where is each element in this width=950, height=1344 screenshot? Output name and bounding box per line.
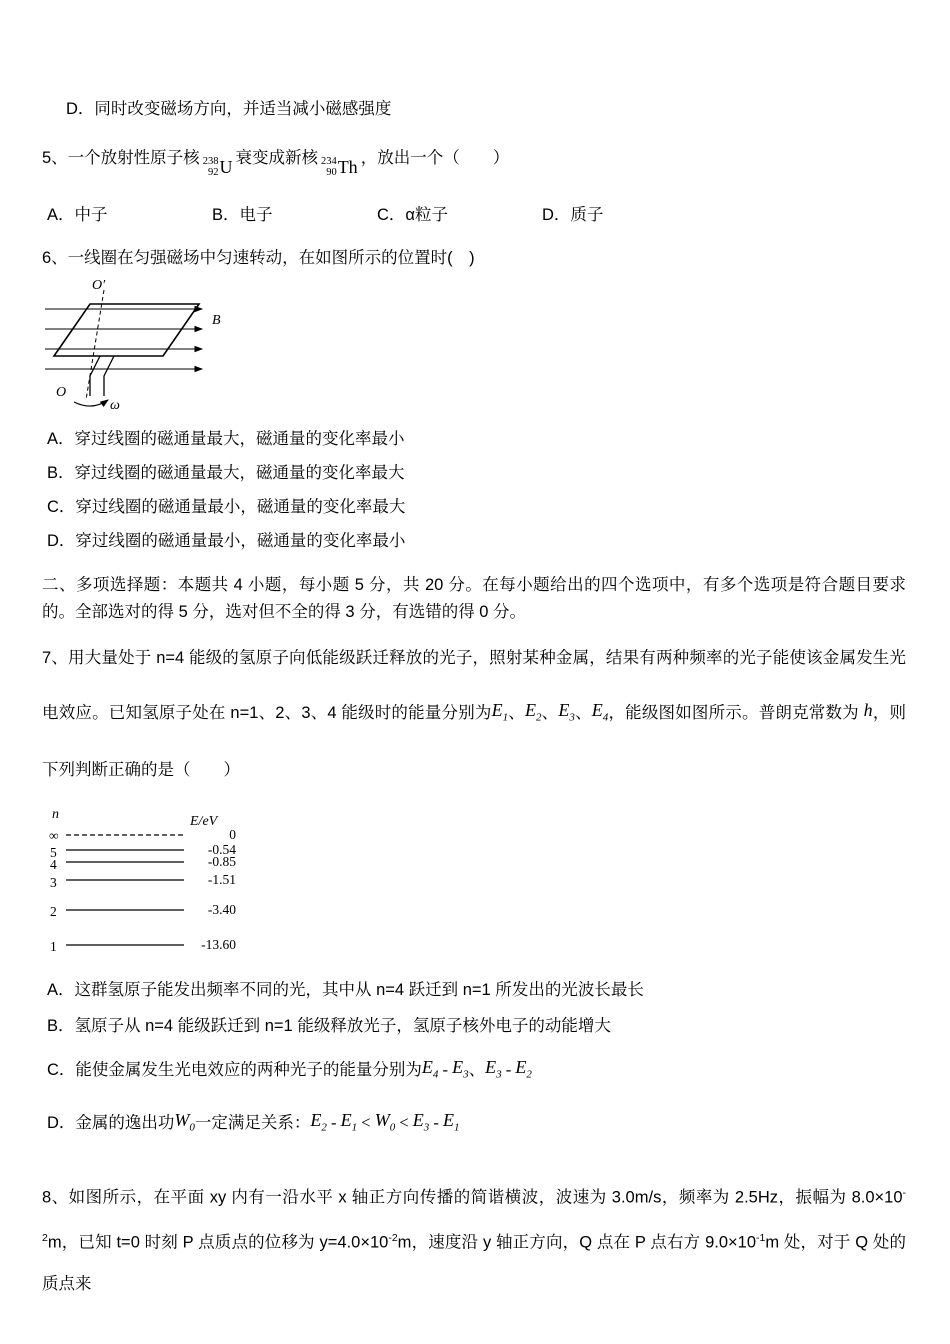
level-e-5: -0.54 <box>207 841 236 857</box>
math-minus: - <box>438 1059 453 1079</box>
q8-exponent-1: -2 <box>42 1186 906 1245</box>
math-E3: $E_3$ <box>452 1056 469 1081</box>
math-E4: $E_4$ <box>591 700 609 724</box>
coil-leads <box>90 356 114 396</box>
math-E3: $E_3$ <box>558 700 575 724</box>
nuclide-thorium-234 <box>321 156 358 178</box>
axis-n-label: n <box>52 806 59 822</box>
energy-level-diagram <box>44 804 906 966</box>
atomic-number: 90 <box>326 167 337 178</box>
atomic-number: 92 <box>207 167 219 178</box>
math-E3: $E_3$ <box>485 1056 502 1081</box>
q8-seg1: 8、如图所示，在平面 xy 内有一沿水平 x 轴正方向传播的简谐横波，波速为 3.0m/s，频率为 2.5Hz，振幅为 8.0×10 <box>42 1188 903 1207</box>
axis-e-label: E/eV <box>190 813 218 829</box>
q6-options <box>42 422 906 558</box>
math-E3: $E_3$ <box>412 1110 430 1134</box>
q8-text <box>42 1173 906 1305</box>
q5-text <box>42 143 906 178</box>
level-n-3: 3 <box>50 874 57 890</box>
level-n-1: 1 <box>50 938 57 954</box>
math-E2: $E_2$ <box>310 1110 327 1134</box>
q7-option-a: A．这群氢原子能发出频率不同的光，其中从 n=4 跃迁到 n=1 所发出的光波长最长 <box>47 980 644 999</box>
math-E1: $E_1$ <box>340 1110 358 1134</box>
level-n-5: 5 <box>50 844 57 860</box>
q7-option-d-lead: D．金属的逸出功 <box>47 1114 175 1133</box>
q5-lead: 5、一个放射性原子核 <box>42 149 200 167</box>
level-n-labels <box>49 828 59 954</box>
q8-seg3: m，速度沿 y 轴正方向，Q 点在 P 点右方 9.0×10 <box>397 1233 757 1252</box>
math-E1: $E_1$ <box>491 700 509 724</box>
math-sep: 、 <box>574 703 592 722</box>
q7-tail-pre: ，能级图如图所示。普朗克常数为 <box>608 704 864 722</box>
q5-options <box>42 202 906 229</box>
q5-option-c: C．α粒子 <box>377 206 448 224</box>
magnetic-field-lines <box>45 309 202 369</box>
math-E2: $E_2$ <box>524 700 542 724</box>
level-e-1: -13.60 <box>201 936 236 952</box>
level-n-4: 4 <box>50 856 57 872</box>
math-E4: $E_4$ <box>421 1056 439 1081</box>
q7-option-c <box>42 1044 906 1098</box>
math-lt: < <box>395 1113 413 1133</box>
q5-option-b: B．电子 <box>212 206 273 224</box>
q6-option-c: C．穿过线圈的磁通量最小，磁通量的变化率最大 <box>47 498 406 516</box>
q7-option-b: B．氢原子从 n=4 能级跃迁到 n=1 能级释放光子，氢原子核外电子的动能增大 <box>47 1016 611 1035</box>
energy-levels <box>66 835 184 945</box>
math-minus: - <box>501 1059 516 1079</box>
math-W0: $W_0$ <box>374 1110 396 1134</box>
level-e-2: -3.40 <box>207 901 236 917</box>
math-E2: $E_2$ <box>515 1056 532 1081</box>
q6-option-a: A．穿过线圈的磁通量最大，磁通量的变化率最小 <box>47 430 405 448</box>
q5-option-a: A．中子 <box>47 206 108 224</box>
level-e-3: -1.51 <box>207 871 236 887</box>
q8-exponent-2: -2 <box>388 1232 398 1245</box>
math-minus: - <box>326 1113 341 1133</box>
energy-level-svg <box>44 804 276 966</box>
q7-option-c-lead: C．能使金属发生光电效应的两种光子的能量分别为 <box>47 1060 422 1079</box>
level-e-4: -0.85 <box>207 853 236 869</box>
q6-text: 6、一线圈在匀强磁场中匀速转动，在如图所示的位置时( ) <box>42 249 475 267</box>
q7-options <box>42 972 906 1151</box>
level-n-2: 2 <box>50 903 57 919</box>
math-h: h <box>863 700 873 720</box>
math-E1: $E_1$ <box>443 1110 460 1134</box>
nuclide-thorium-numbers <box>321 156 337 178</box>
math-minus: - <box>429 1113 444 1133</box>
coil-diagram <box>42 276 906 416</box>
math-sep: 、 <box>541 703 559 722</box>
q5-tail: ，放出一个（ ） <box>360 149 510 167</box>
q4-option-d: D．同时改变磁场方向，并适当减小磁感强度 <box>66 100 392 118</box>
q8-seg4: m 处，对于 Q 处的质点来 <box>42 1233 906 1293</box>
math-lt: < <box>357 1113 375 1133</box>
level-energy-values <box>201 827 236 952</box>
coil-axis-top-label: O′ <box>92 278 106 293</box>
mass-number: 234 <box>320 156 337 167</box>
q6-option-b: B．穿过线圈的磁通量最大，磁通量的变化率最大 <box>47 464 405 482</box>
q5-mid: 衰变成新核 <box>235 149 318 167</box>
math-sep: 、 <box>508 703 525 722</box>
section2-header: 二、多项选择题：本题共 4 小题，每小题 5 分，共 20 分。在每小题给出的四个选项中，有多个选项是符合题目要求的。全部选对的得 5 分，选对但不全的得 3 分，有选错的得 0 分。 <box>42 576 906 621</box>
q7-text <box>42 632 906 796</box>
coil-axis-bottom-label: O <box>56 385 67 400</box>
rotation-arrow <box>74 400 108 406</box>
omega-label: ω <box>110 398 120 413</box>
nuclide-uranium-numbers <box>203 156 219 178</box>
q7-option-d-mid: 一定满足关系： <box>194 1114 311 1133</box>
math-W0: $W_0$ <box>174 1110 195 1134</box>
field-b-label: B <box>212 313 221 328</box>
nuclide-uranium-238 <box>203 156 233 178</box>
level-n-inf: ∞ <box>49 827 59 843</box>
q7-lead: 7、用大量处于 n=4 能级的氢原子向低能级跃迁释放的光子，照射某种金属，结果有两种频率的光子能使该金属发生光电效应。已知氢原子处在 n=1、2、3、4 能级时的能量分别为 <box>42 649 906 722</box>
q5-option-d: D．质子 <box>542 206 604 224</box>
q8-exponent-3: -1 <box>756 1232 766 1245</box>
q7-tail-post: ，则下列判断正确的是（ ） <box>42 704 907 779</box>
q6-option-d: D．穿过线圈的磁通量最小，磁通量的变化率最小 <box>47 532 406 550</box>
element-symbol: Th <box>337 157 358 177</box>
q8-seg2: m，已知 t=0 时刻 P 点质点的位移为 y=4.0×10 <box>47 1233 389 1252</box>
q7-option-d <box>42 1097 906 1151</box>
math-sep: 、 <box>468 1059 486 1079</box>
mass-number: 238 <box>202 156 219 167</box>
element-symbol: U <box>219 157 233 177</box>
coil-loop <box>54 304 199 356</box>
level-e-inf: 0 <box>229 826 236 842</box>
coil-diagram-svg <box>42 276 237 416</box>
